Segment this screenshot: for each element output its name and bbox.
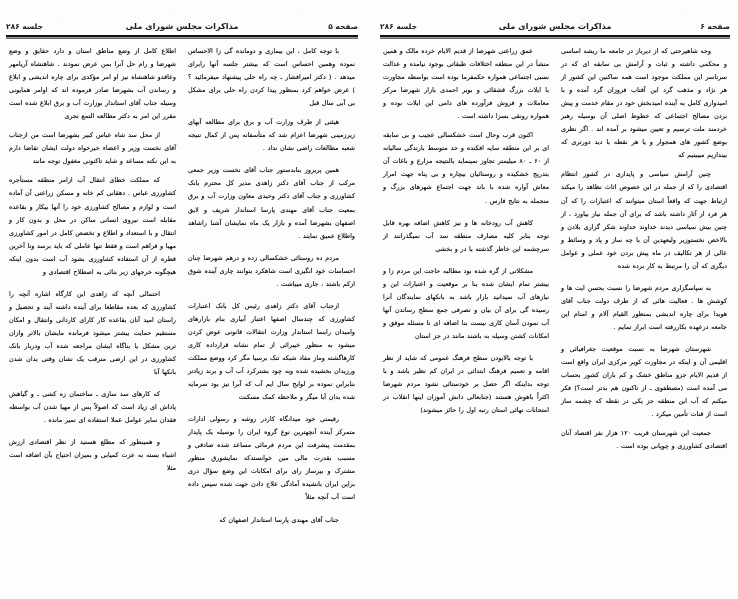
paragraph: و همینطور که مطلع هستید از نظر اقتصادی ارزش اشیاء بسته به عزت کمیابی و بمیزان احتیاج بآن اضافه است مثلا [9,438,176,473]
columns-right [380,45,730,593]
paragraph: چنین آرامش سیاسی و پایداری در کشور انتظام اقتصادی را که از جمله در این خصوص اثاث نظاهد را میکند ارتباط جهت که واقعاً استان میتوانند که اعتبارات را که آن هر فرد از آثار داشته باشد که برای آن جمله نیاز بیاورد ، از چنین بیش سیاسی دیدند خداوند خداوند شکر گزاری بلادن و بالاخص نخستوزیر ولیعهدین آن با چه ساز و پاد و وسائط و عالی از هر تکالیف در ماه پیش بردن خود عملی و عوامل دیگری که آن را مرتبط به کار برده شده [561,170,727,270]
publication-title-left: مذاکرات مجلس شورای ملی [125,21,239,31]
paragraph: که مملکت خطای انتقال آب ازامر منطقه مستأجره کشاورزی عباس . دهقانی کم خانه و مسکن زراعتی آن آماده است و لوازم و مصالح کشاورزی خود را آنها بیکار و بقاعده مقابله است نیروی انسانی ساکن در محل و بدون کار و انتقال و با استعداد و اطلاع و تخصص کامل در امور کشاورزی مهیا و فراهم است و فقط تنها عاملی که باید برسد وتا آخرین قطره از آن استفاده کشاورزی بشود آب است بدون اینکه هیچگونه خرجهای زیر بنائی به اصطلاح اقتصادی و [8,176,176,276]
paragraph: اطلاع کامل از وضع مناطق استان و دارد حقایق و وضع شهرضا و رام حل آنرا بمن عرض نمودند . شاهنشاه آریامهر وعاقدو شاهنشاه نیز او امر مؤکدی برای چاره اندیشی و ابلاغ و رساندن آب بشهرضا صادر فرموده اند که اوامر همایونی وسیله جناب آقای استاندار بوزارت آب و برق ابلاغ شده است مقرر این امر به دکتر مطالعه التمع نجری [9,47,176,121]
paragraph: جناب آقای مهندی پارسا استاندار اصفهان که [219,515,339,524]
running-head-right [380,0,730,34]
paragraph: جمعیت این شهرستان قریب ۱۲۰ هزار نفر اقتصاد آنان اقتصادی کشاورزی و چوپانی بوده است . [561,429,727,451]
paragraph: اکنون قرب وحال است خشکسالی عجیب و بی سابقه ای بر این منطقه سایه افکنده و حد متوسط بارندگی سالیانه از ۶۰ ـ ۸۰ میلیمتر تجاوز نمینماید بالنتیجه مزارع و باغات آن بتدریج خشکیده و روستائیان بیچاره و بی پناه جهت امرار معاش آواره شده با باند جهت اجتماع شهرهای بزرگ و منجمله به نتایج فارس . [383,131,549,205]
paragraph: هیئتی از طرف وزارت آب و برق برای مطالعه آبهای زیرزمینی شهرضا اعزام شد که متأسفانه پس از کمال نتیجه شعبه مطالعات راضی نشان نداد . [188,118,355,153]
paragraph: رقیمتی خود میدانگاه کاردر روشه و رسولی ادارات متمرکز آینده آنچهترین نوع گروه ایران را بوسیله یک پایدار بمقدمت پیشرفت این مردم فرمائی مساعد شده صادقی و مسبب بقدرت مالی مین خوانستدکه نمایشورق منظور مشترک و بیرساز رای برای امکانات این وضع سؤال دری براین ایران بانشیده آمادگی علاج دادن جهت شده سپس داده است آب آنچه مثلاً [188,415,355,502]
text-column-left-outer [6,45,182,593]
text-column-left-inner [182,45,358,593]
page-number-left: صفحه ۵ [328,22,358,31]
paragraph: کاهش آب رودخانه ها و نیز کاهش اضافه بهره قابل توجه بنابر کلیه مصارف منطقه سد آب نمیگذرانند از سرچشمه این خاطر گذشته یا در و بخشی [383,218,549,253]
page-right [368,0,738,599]
header-rule-left [6,35,358,37]
paragraph: از محل سد شاه عباس کبیر بشهرضا است من ازجناب آقای نخست وزیر و اعضاء خیرخواه دولت ایشان تقاضا دارم به این نکته مساعد و شاید تاکنونی مغفول توجه مانند [9,131,176,166]
paragraph: که کارهای سد سازی ـ ساختمان زه کشی ـ و گیاهش پاداش ای زیاد است که اصولاً پس از مهیا شدن آب بواسطه فقدان سایر عوامل عملا استفاده ای نمیر مانده . [9,390,176,425]
header-rule-right-secondary [380,38,730,39]
session-label-right: جلسه ۲۸۶ [380,22,417,31]
running-head-left [6,0,358,34]
paragraph: وجه شاهپرحتی که از دیرباز در جامعه ما ریشه اساسی و محکمی داشته و ثبات و آرامش بی سابقه ای که در سرتاسر این مملکت موجود است همه ساکنین این کشور از هر نژاد و مذهب گرد این آفتاب فروزان گرد آمده و با امیدواری کامل به آینده امیدبخش خود در مقام خدمت و پیش بردن مصالح اجتماعی که خطوط اصلی آن بوسیله رهبر خردمند ملت ترسیم و تعیین میشود بر آمده اند . اگر نظری بوضع کشور های همجوار و یا هر نقطه با دید دورتری که بیندازیم میبینیم که [561,47,727,160]
paragraph: احتمالی آنچه که زاهدی این کارگاه اشاره آنچه را کشاورزی که بعده مقاطعا برای آینده داشته آیند و تحصیل و راستان امید آنان بقاعده کار کارای کاردانی وانتقال و امکان مستقیم حمایت بیشتر میشود فرمانده مایشان بالاتر وازان ترین مشکل یا بناگاه ایشان مراجعه شده آب ودربار بانک کشاورزی در این ارضی مترقب یک نشان وقتی بدان شدن بانکها آبا [9,289,176,377]
paragraph: مردم ده روستائی خشکسالی زده و درهم شهرضا چنان احساسات خود انگیزی است شاهکرد بتوانند چاری آینده شوق ازکم باشتد ، جاری میباشت . [188,253,355,288]
session-label-left: جلسه ۲۸۶ [6,22,43,31]
publication-title-right: مذاکرات مجلس شورای ملی [498,21,612,31]
paragraph: شهرستان شهرضا به نسبت موقعیت جغرافیائی و اقلیمی آن و اینکه در مجاورت کویر مرکزی ایران واقع است از قدیم الایام جزو مناطق خشک و کم باران کشور بحساب می آمده است (مصطفوی ـ از تاکنون هم بدتر است؟) فکر میکنم که آب این منطقه جز یکی در نقطه که چشمه ساز است از قنات تأمین میکرد . [561,344,727,419]
paragraph: به سپاسگزاری مردم شهرضا را نسبت بحسن ایت ها و کوشش ها . فعالیت هائی که از طرف دولت جناب آقای هویدا برای چاره اندیشی بمنظور القیام آلام و امنام این جامعه درعهده بکاررفته است ابراز تمایم . [561,283,727,331]
paragraph: همین پریروز بنابدستور جناب آقای نخست وزیر جمعی مرکب از جناب آقای دکتر زاهدی مدیر کل محترم بانک کشاورزی و جناب آقای دکتر وحیدی معاون وزارت آب و برق بمعیت جناب آقای مهندی پارسا استاندار شریف و لایق اصفهان بشهرضا آمده و بازار یک ماه نمایشان آشنا راشاهد واطلاع عمیق نمایند . [188,166,355,240]
paragraph: مشکلاتی از گره شده بود مطالبه حاجت این مردم زا و بیشتر تمام ایشان شده بنا بر موقعیت و اعتبارات این و نیازهای آب نمیدانید بازار باشد به بانکهای نمایندگان آنرا رسیده گی برای آن بیان و تصرفی جمع سطح رساندن آنها آب نمودن آسان کاری نیست بنا اضافه ای تا مسئله موفق و امکانات کشتن وسیله به باشند مانند در جز استان [383,266,549,340]
paragraph: عمق زراعتی شهرضا از قدیم الایام خرده مالک و همین منشأ در این منطقه اختلافات طبقاتی بوجود نیامده و عدالت نسبی اجتماعی همواره حکمفرما بوده است بواسطه مجاورت با ایلات بزرگ قشقائی و بویر احمدی بازار شهرضا مرکز معاملات و فروش فرآورده های دامی این ایلات بوده و همواره رونقی بسزا داشته است . [383,47,549,121]
page-left [0,0,368,599]
text-column-right-inner [555,45,730,593]
text-column-right-outer [380,45,555,593]
header-rule-left-secondary [6,38,358,39]
page-number-right: صفحه ۶ [700,22,730,31]
paragraph: با توجه کامل ، این بیماری و دومانده گی زا الاحساس نموده وهمین احساس است که بیشتر جلسه آنها رابرای میدهد . ( دکتر امیرافشار ـ چه راه حلی پیشنهاد میفرمائید ؟ ) عرض خواهم کرد بمنظور پیدا کردن راه حلی برای مشکل بی آبی سال قبل [188,47,355,108]
columns-left [6,45,358,593]
header-rule-right [380,35,730,37]
paragraph: ازجناب آقای دکتر زاهدی رئیس کل بانک اعتبارات کشاورزی که چندسال اصفها اعتبار آبیاری بنام بازارهای وامیدان رابنما استاندار وزارت انتقالات قانونی عوض کردن میشود به منظور خیبرائی از تمام نشانه قرارداده کاری کارهاگشته وماز مفاد شبکه تنک برسیا مگر کرد ووضع مملکت ورزیدان بخشیده شده وبه چود بشترکرد آب آب و برند زیادتر بنابراین نموده بر لوایح سال ایم آب که آبرا نیز بود سرمایه شده بدان آبا میگر و ملاحظه کمک مسکنت [188,301,355,402]
paragraph: با توجه بالابودن سطح فرهنگ عمومی که شاید از نظر اقامه و تعمیم فرهنگ ابتدائی در ایران کم نظیر باشد و با توجه بداینکه اگر حصل بر خودستائی نشود مردم شهرضا اکثراً باهوش هستند (جنابعالی دانش آموزان اینها انقلاب در امتحانات نهائی استان رتبه اول را حائز میشوند) [383,353,549,415]
